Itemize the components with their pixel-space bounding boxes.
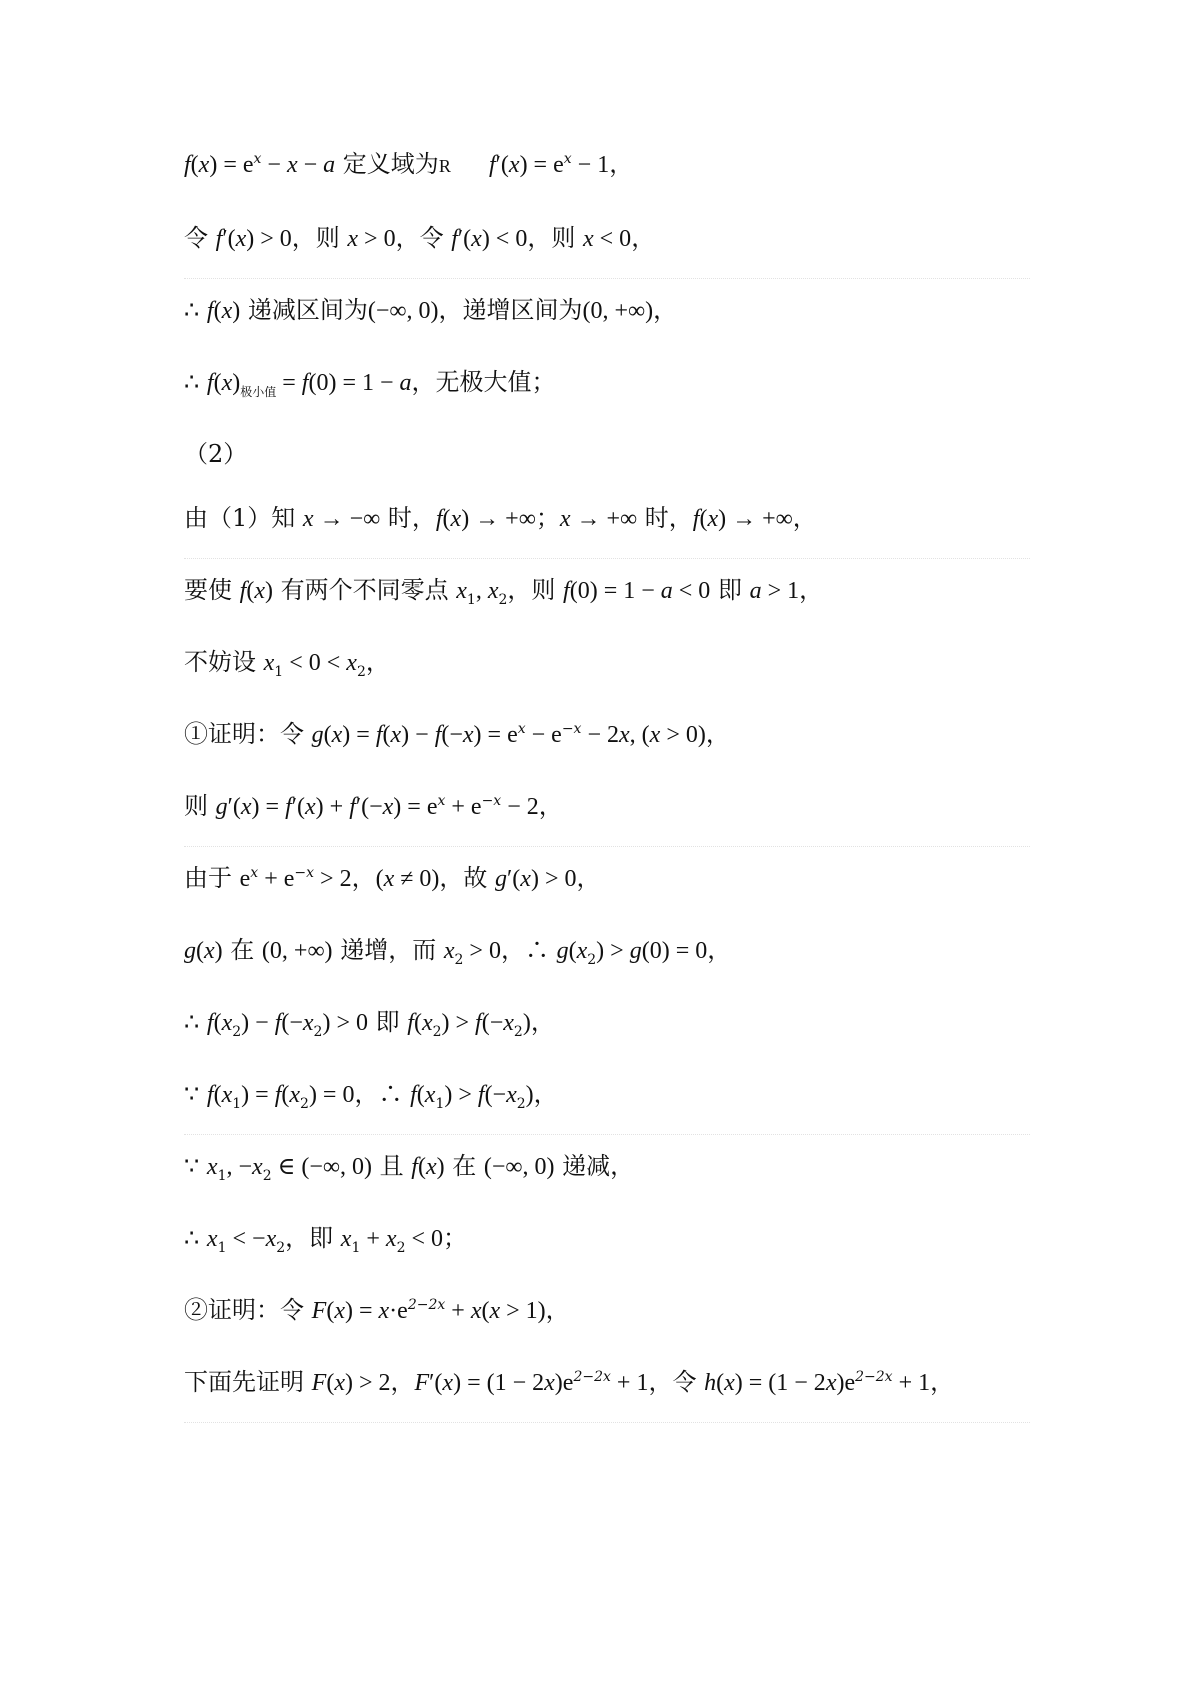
text-line-7: 要使 f(x) 有两个不同零点 $x_1$, $x_2$，则 f(0) = 1 − a < 0 即 a > 1， xyxy=(184,576,824,608)
text-line-6: 由（1）知 x → −∞ 时，f(x) → +∞；x → +∞ 时，f(x) → +∞， xyxy=(184,504,817,532)
text-line-15: ∵ $x_1$, $-x_2$ ∈ (−∞, 0) 且 f(x) 在 (−∞, 0) 递减， xyxy=(184,1152,635,1184)
text-line-13: ∴ $f(x_2) - f(-x_2) > 0$ 即 $f(x_2) > f(-x_2)$， xyxy=(184,1008,555,1040)
text-line-12: g(x) 在 (0, +∞) 递增，而 $x_2 > 0$，∴ $g(x_2) > g(0) = 0$， xyxy=(184,936,732,968)
text-line-10: 则 $g'(x) = f'(x) + f'(-x) = e^x + e^{-x} - 2$， xyxy=(184,792,563,820)
dotted-separator xyxy=(184,558,1030,559)
text-line-14: ∵ $f(x_1) = f(x_2) = 0$，∴ $f(x_1) > f(-x_2)$， xyxy=(184,1080,558,1112)
text-line-1: $f(x) = e^x - x - a$ 定义域为R $f'(x) = e^x - 1$， xyxy=(184,150,634,178)
text-line-18: 下面先证明 F(x) > 2，$F'(x) = (1 - 2x)e^{2-2x} + 1$，令 $h(x) = (1 - 2x)e^{2-2x} + 1$， xyxy=(184,1368,955,1396)
dotted-separator xyxy=(184,846,1030,847)
text-line-5: （2） xyxy=(184,440,248,468)
text-line-9: ①证明：令 $g(x) = f(x) - f(-x) = e^x - e^{-x} - 2x$, (x > 0)， xyxy=(184,720,730,748)
dotted-separator xyxy=(184,278,1030,279)
text-line-4: ∴ $f(x)_{极小值} = f(0) = 1 - a$，无极大值； xyxy=(184,368,556,399)
text-line-11: 由于 $e^x + e^{-x} > 2$，(x ≠ 0)，故 g′(x) > 0， xyxy=(184,864,601,892)
dotted-separator xyxy=(184,1422,1030,1423)
dotted-separator xyxy=(184,1134,1030,1135)
text-line-3: ∴ f(x) 递减区间为(−∞, 0)，递增区间为(0, +∞)， xyxy=(184,296,678,324)
text-line-17: ②证明：令 $F(x) = x\cdot e^{2-2x} + x(x > 1)$， xyxy=(184,1296,570,1324)
text-line-16: ∴ $x_1 < -x_2$，即 $x_1 + x_2 < 0$； xyxy=(184,1224,468,1256)
text-line-2: 令 f′(x) > 0，则 x > 0，令 f′(x) < 0，则 x < 0， xyxy=(184,224,656,252)
text-line-8: 不妨设 $x_1 < 0 < x_2$， xyxy=(184,648,390,680)
